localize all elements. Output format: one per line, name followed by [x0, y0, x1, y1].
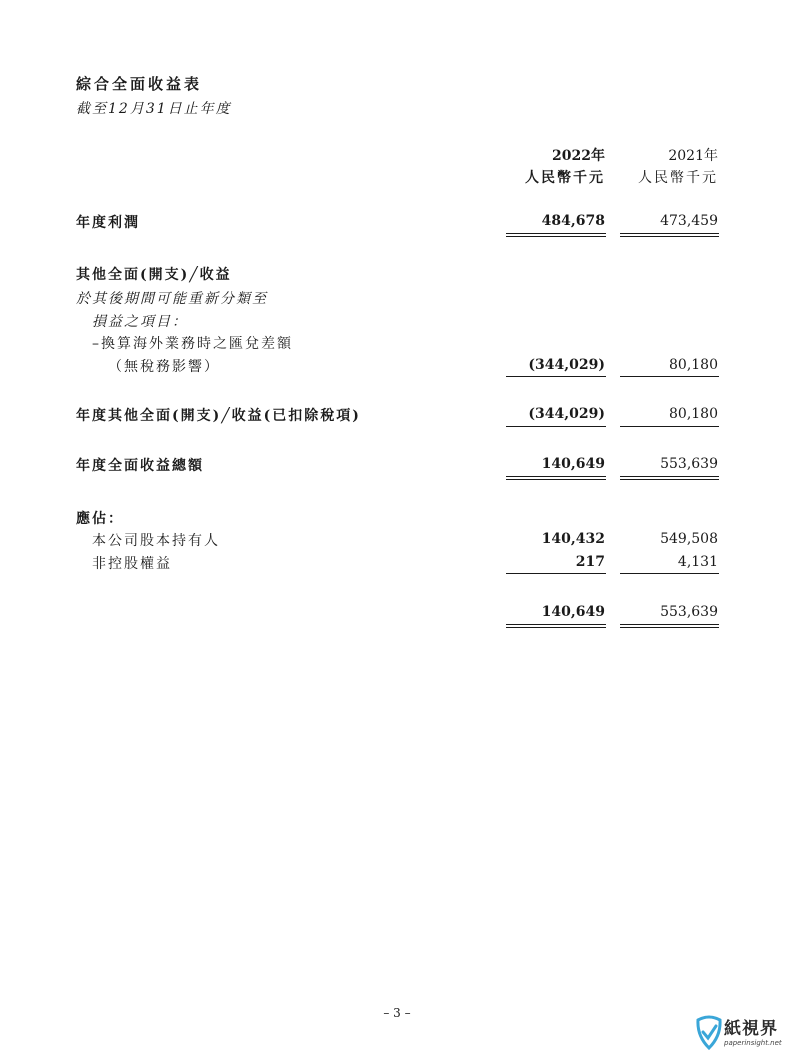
nci-2021-rule [620, 573, 719, 574]
fx-2022: (344,029) [528, 357, 605, 373]
column-2022-year: 2022年 [552, 148, 605, 164]
profit-2021-double-rule [620, 233, 719, 237]
page-number: – 3 – [383, 1006, 411, 1020]
total-label: 年度全面收益總額 [76, 458, 204, 474]
grand-2022-double-rule [506, 624, 606, 628]
fx-2022-rule [506, 376, 606, 377]
oci-net-2021: 80,180 [669, 406, 718, 422]
column-2022-unit: 人民幣千元 [525, 170, 605, 186]
fx-line-1: –換算海外業務時之匯兌差額 [92, 336, 293, 352]
statement-title: 綜合全面收益表 [76, 75, 203, 93]
column-2021-unit: 人民幣千元 [638, 170, 718, 186]
oci-net-2021-rule [620, 426, 719, 427]
owners-2022: 140,432 [541, 531, 605, 547]
profit-2022: 484,678 [541, 213, 605, 229]
nci-2022-rule [506, 573, 606, 574]
total-2022: 140,649 [541, 456, 605, 472]
oci-net-2022-rule [506, 426, 606, 427]
owners-2021: 549,508 [660, 531, 718, 547]
nci-label: 非控股權益 [92, 556, 172, 572]
oci-heading: 其他全面(開支)╱收益 [76, 267, 232, 283]
fx-line-2: （無稅務影響） [108, 359, 220, 375]
fx-2021: 80,180 [669, 357, 718, 373]
oci-net-label: 年度其他全面(開支)╱收益(已扣除稅項) [76, 408, 361, 424]
check-shield-icon [694, 1012, 724, 1052]
reclass-line-1: 於其後期間可能重新分類至 [76, 291, 268, 307]
column-2021-year: 2021年 [668, 148, 718, 164]
statement-period: 截至12月31日止年度 [76, 101, 232, 117]
logo-text: 紙視界 [724, 1019, 778, 1039]
total-2022-double-rule [506, 476, 606, 480]
reclass-line-2: 損益之項目： [92, 314, 188, 330]
nci-2022: 217 [575, 554, 605, 570]
profit-label: 年度利潤 [76, 215, 140, 231]
watermark-logo [694, 1012, 790, 1054]
oci-net-2022: (344,029) [528, 406, 605, 422]
grand-total-2022: 140,649 [541, 604, 605, 620]
fx-2021-rule [620, 376, 719, 377]
grand-2021-double-rule [620, 624, 719, 628]
grand-total-2021: 553,639 [660, 604, 718, 620]
nci-2021: 4,131 [677, 554, 718, 570]
profit-2022-double-rule [506, 233, 606, 237]
total-2021: 553,639 [660, 456, 718, 472]
owners-label: 本公司股本持有人 [92, 533, 220, 549]
profit-2021: 473,459 [660, 213, 718, 229]
logo-url: paperinsight.net [724, 1039, 782, 1047]
attributable-heading: 應佔： [76, 511, 124, 527]
total-2021-double-rule [620, 476, 719, 480]
